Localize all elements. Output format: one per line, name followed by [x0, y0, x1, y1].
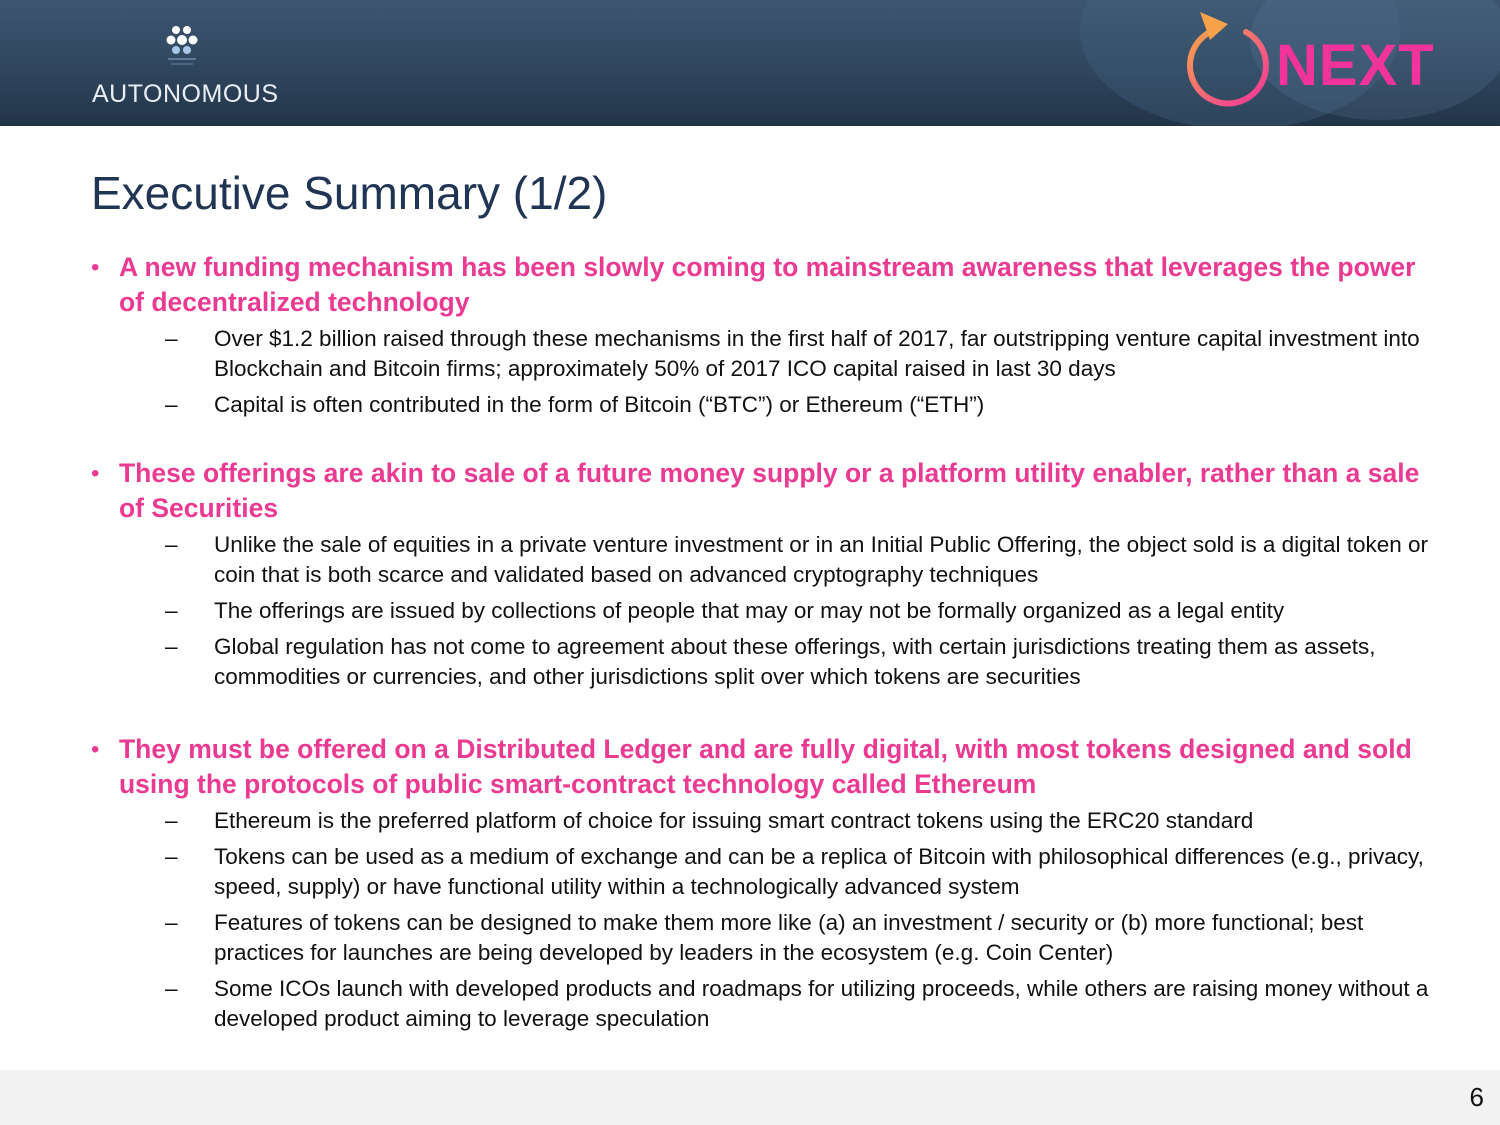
bullet-dot: • [91, 460, 100, 487]
sub-bullet [165, 596, 1431, 626]
summary-content [91, 250, 1431, 1070]
sub-bullet-list [91, 530, 1431, 692]
page-number: 6 [1469, 1082, 1484, 1112]
sub-bullet-text: Unlike the sale of equities in a private venture investment or in an Initial Public Offering, the object sold is a digital token or coin that is both scarce and validated based on advanced cryptography techniques [214, 532, 1429, 587]
main-bullet [91, 732, 1431, 802]
autonomous-logo-icon [162, 22, 202, 68]
summary-section [91, 250, 1431, 420]
sub-bullet-text: Tokens can be used as a medium of exchange and can be a replica of Bitcoin with philosophical differences (e.g., privacy, speed, supply) or have functional utility within a technologically advanced system [214, 844, 1424, 899]
sub-bullet-text: Global regulation has not come to agreement about these offerings, with certain jurisdictions treating them as assets, commodities or currencies, and other jurisdictions split over which tokens are securities [214, 634, 1376, 689]
main-bullet-text: A new funding mechanism has been slowly coming to mainstream awareness that leverages the power of decentralized technology [119, 252, 1416, 317]
sub-bullet-text: Over $1.2 billion raised through these mechanisms in the first half of 2017, far outstripping venture capital investment into Blockchain and Bitcoin firms; approximately 50% of 2017 ICO capital raised in last 30 days [214, 326, 1420, 381]
footer-bar [0, 1070, 1500, 1125]
main-bullet [91, 250, 1431, 320]
next-label: NEXT [1276, 33, 1435, 98]
autonomous-logo [88, 22, 288, 112]
dash-marker: – [165, 844, 178, 869]
main-bullet [91, 456, 1431, 526]
next-logo [1180, 10, 1450, 116]
dash-marker: – [165, 392, 178, 417]
bullet-dot: • [91, 736, 100, 763]
sub-bullet-text: Ethereum is the preferred platform of choice for issuing smart contract tokens using the ERC20 standard [214, 808, 1254, 833]
sub-bullet [165, 974, 1431, 1034]
refresh-arrow-icon [1180, 10, 1276, 114]
sub-bullet [165, 530, 1431, 590]
sub-bullet [165, 806, 1431, 836]
dash-marker: – [165, 808, 178, 833]
summary-section [91, 732, 1431, 1034]
header-bar [0, 0, 1500, 126]
dash-marker: – [165, 634, 178, 659]
dash-marker: – [165, 976, 178, 1001]
dash-marker: – [165, 598, 178, 623]
brand-name: AUTONOMOUS [92, 80, 279, 108]
sub-bullet [165, 390, 1431, 420]
sub-bullet-text: Features of tokens can be designed to make them more like (a) an investment / security or (b) more functional; best practices for launches are being developed by leaders in the ecosystem (e.g. Coin Center) [214, 910, 1364, 965]
dash-marker: – [165, 326, 178, 351]
dash-marker: – [165, 532, 178, 557]
sub-bullet-list [91, 806, 1431, 1034]
sub-bullet-text: The offerings are issued by collections of people that may or may not be formally organized as a legal entity [214, 598, 1285, 623]
sub-bullet [165, 908, 1431, 968]
sub-bullet-list [91, 324, 1431, 420]
sub-bullet [165, 324, 1431, 384]
sub-bullet-text: Some ICOs launch with developed products and roadmaps for utilizing proceeds, while others are raising money without a developed product aiming to leverage speculation [214, 976, 1429, 1031]
main-bullet-text: They must be offered on a Distributed Ledger and are fully digital, with most tokens designed and sold using the protocols of public smart-contract technology called Ethereum [119, 734, 1412, 799]
dash-marker: – [165, 910, 178, 935]
bullet-dot: • [91, 254, 100, 281]
sub-bullet [165, 842, 1431, 902]
main-bullet-text: These offerings are akin to sale of a future money supply or a platform utility enabler, rather than a sale of Securities [119, 458, 1420, 523]
sub-bullet [165, 632, 1431, 692]
summary-section [91, 456, 1431, 692]
page-title: Executive Summary (1/2) [91, 167, 608, 219]
sub-bullet-text: Capital is often contributed in the form of Bitcoin (“BTC”) or Ethereum (“ETH”) [214, 392, 985, 417]
